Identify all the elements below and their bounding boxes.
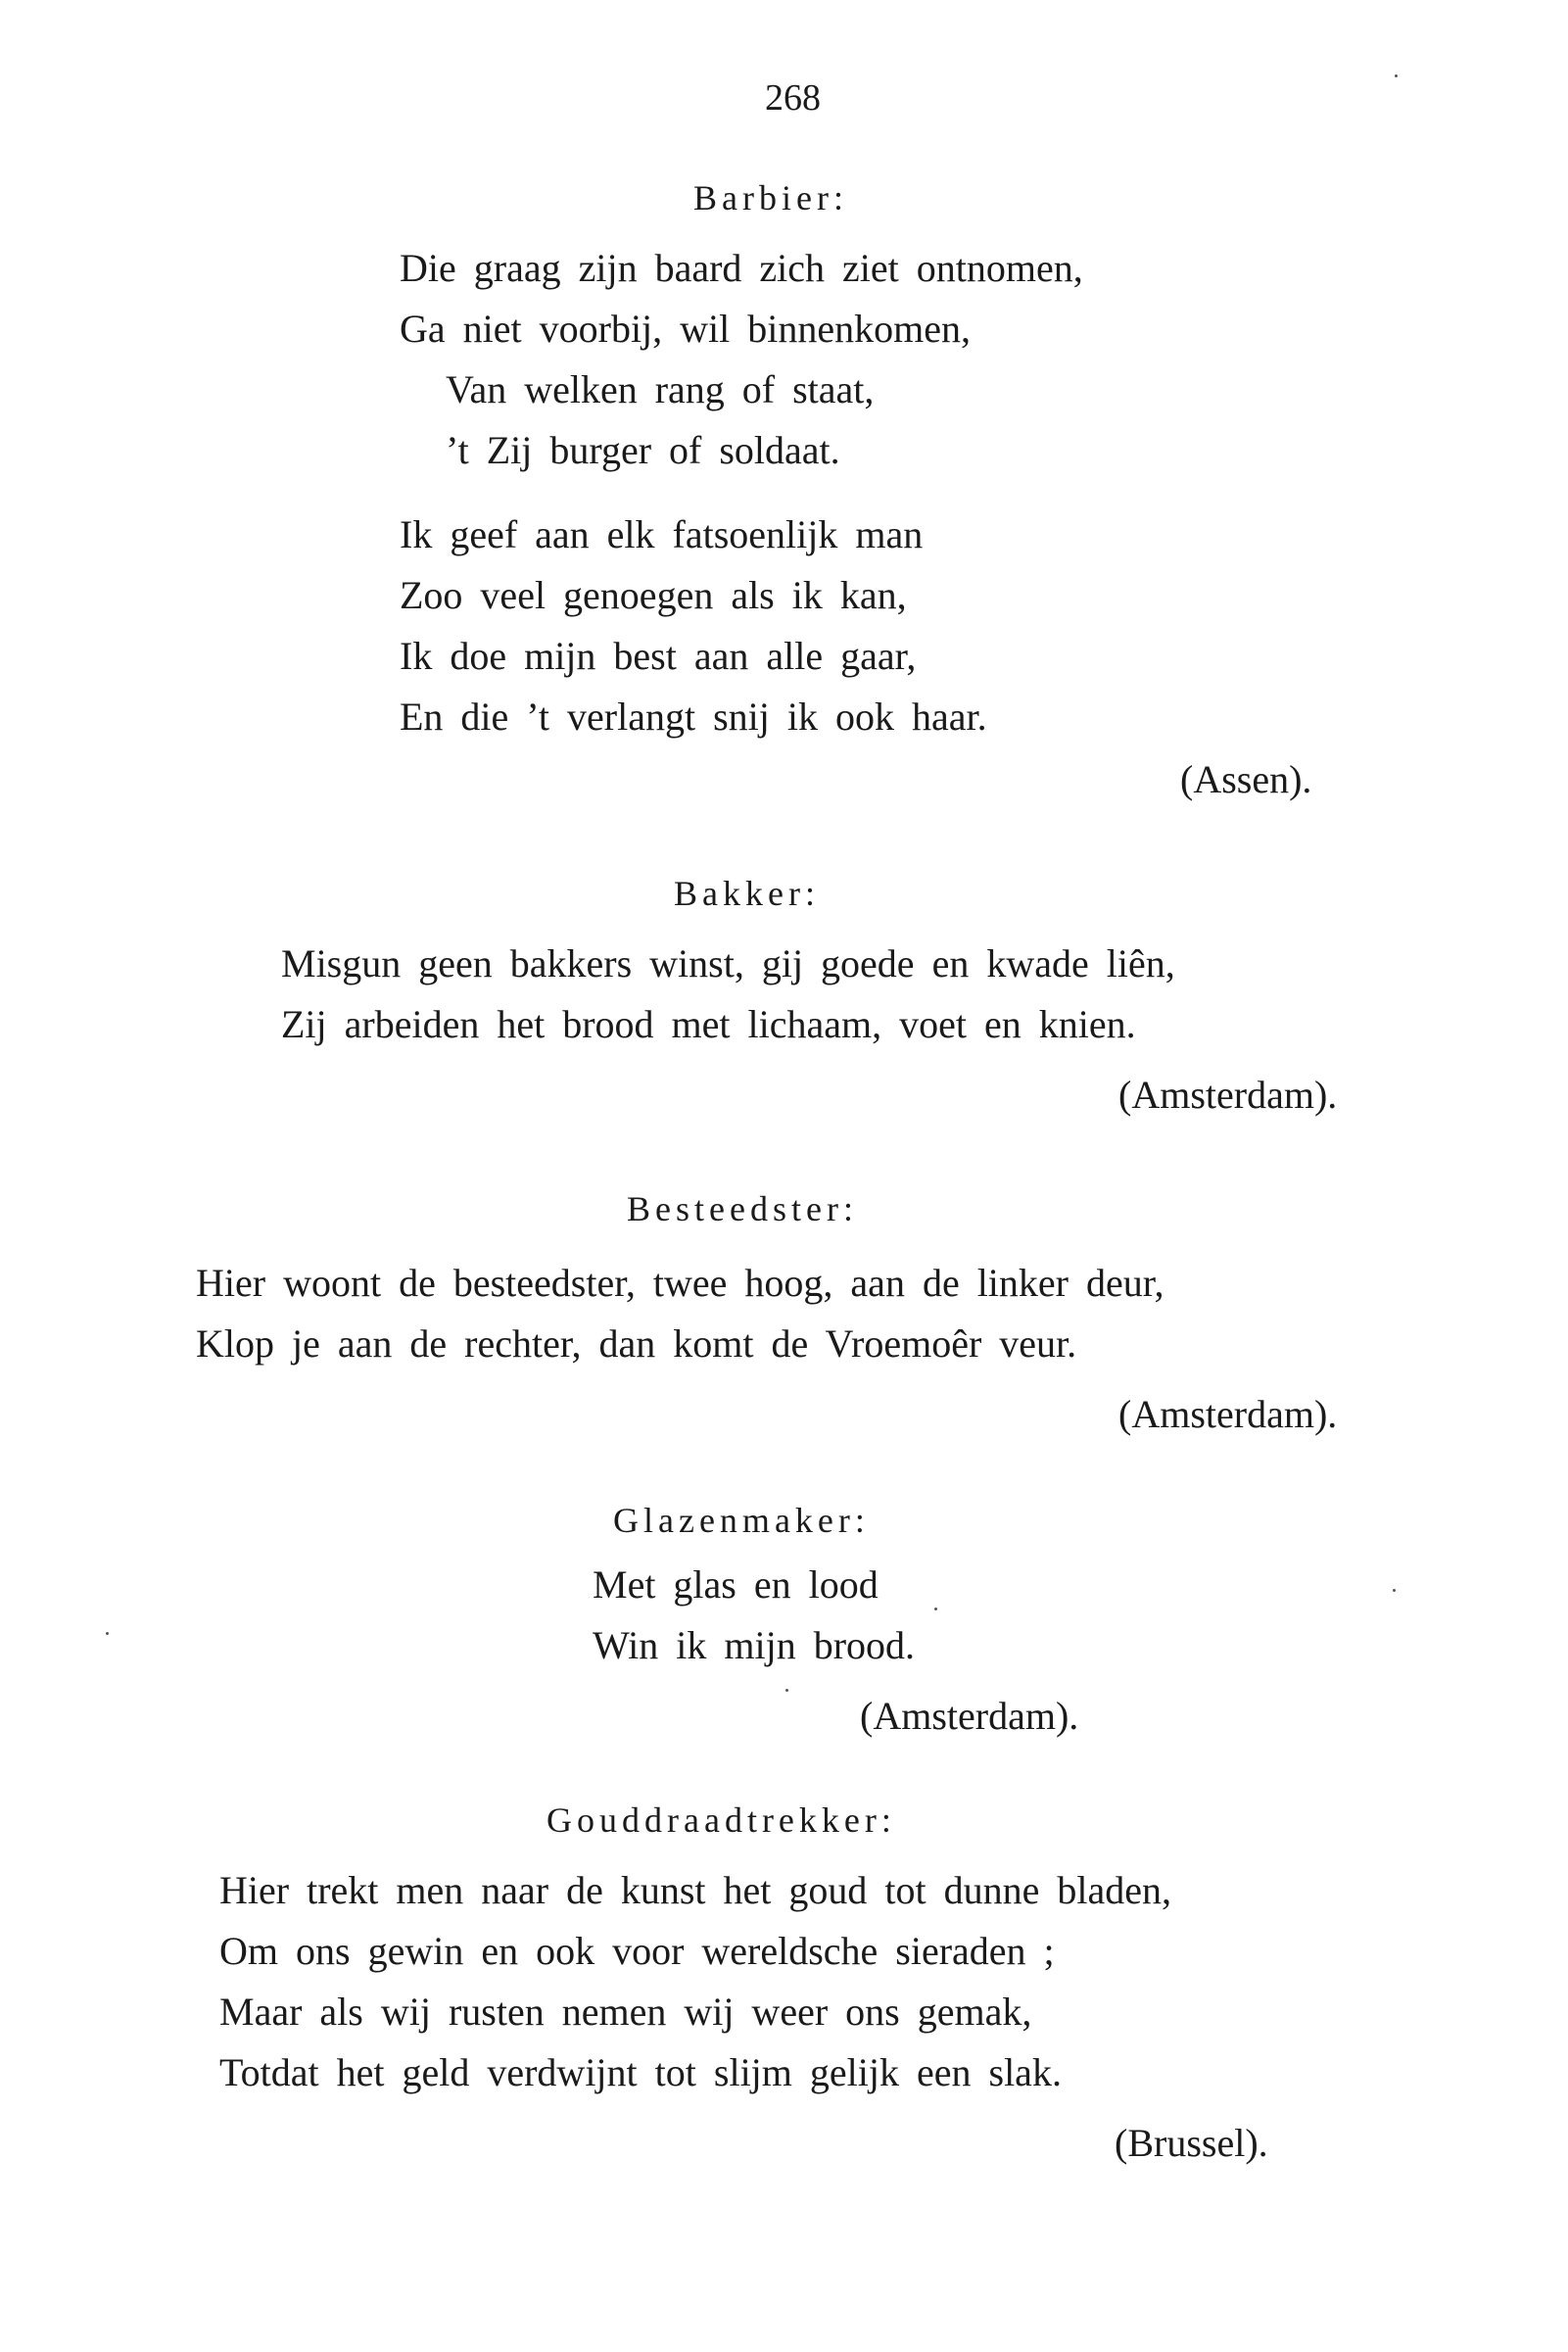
verse-line: Misgun geen bakkers winst, gij goede en kwade liên, (281, 941, 1175, 985)
verse-line: Zij arbeiden het brood met lichaam, voet en knien. (281, 1002, 1136, 1046)
section-heading-barbier: Barbier: (693, 178, 848, 217)
verse-line: Van welken rang of staat, (446, 367, 875, 411)
verse-line: Klop je aan de rechter, dan komt de Vroemoêr veur. (196, 1321, 1077, 1366)
verse-line: Om ons gewin en ook voor wereldsche sieraden ; (219, 1929, 1055, 1973)
verse-line: Hier trekt men naar de kunst het goud tot dunne bladen, (219, 1868, 1171, 1912)
scan-speck (106, 1632, 109, 1635)
verse-line: ’t Zij burger of soldaat. (446, 428, 840, 472)
verse-line: Totdat het geld verdwijnt tot slijm gelijk een slak. (219, 2050, 1062, 2094)
verse-line: En die ’t verlangt snij ik ook haar. (400, 695, 987, 739)
place-attribution: (Assen). (1180, 757, 1312, 801)
place-attribution: (Amsterdam). (860, 1694, 1079, 1738)
verse-line: Ga niet voorbij, wil binnenkomen, (400, 307, 972, 351)
section-heading-gouddraadtrekker: Gouddraadtrekker: (546, 1800, 896, 1840)
place-attribution: (Amsterdam). (1118, 1073, 1338, 1117)
page-number: 268 (765, 77, 821, 119)
scan-speck (1395, 74, 1398, 77)
verse-line: Die graag zijn baard zich ziet ontnomen, (400, 246, 1083, 290)
section-heading-glazenmaker: Glazenmaker: (613, 1501, 870, 1540)
verse-line: Met glas en lood (593, 1562, 879, 1607)
place-attribution: (Amsterdam). (1118, 1392, 1338, 1436)
verse-line: Hier woont de besteedster, twee hoog, aan de linker deur, (196, 1261, 1164, 1305)
scan-speck (785, 1689, 788, 1692)
verse-line: Win ik mijn brood. (593, 1623, 916, 1667)
scan-speck (1393, 1589, 1396, 1592)
verse-line: Zoo veel genoegen als ik kan, (400, 573, 907, 617)
verse-line: Ik geef aan elk fatsoenlijk man (400, 512, 924, 556)
section-heading-bakker: Bakker: (674, 874, 820, 913)
verse-line: Maar als wij rusten nemen wij weer ons gemak, (219, 1990, 1032, 2034)
verse-line: Ik doe mijn best aan alle gaar, (400, 634, 917, 678)
scan-speck (934, 1608, 937, 1610)
place-attribution: (Brussel). (1115, 2121, 1268, 2165)
section-heading-besteedster: Besteedster: (627, 1189, 858, 1228)
